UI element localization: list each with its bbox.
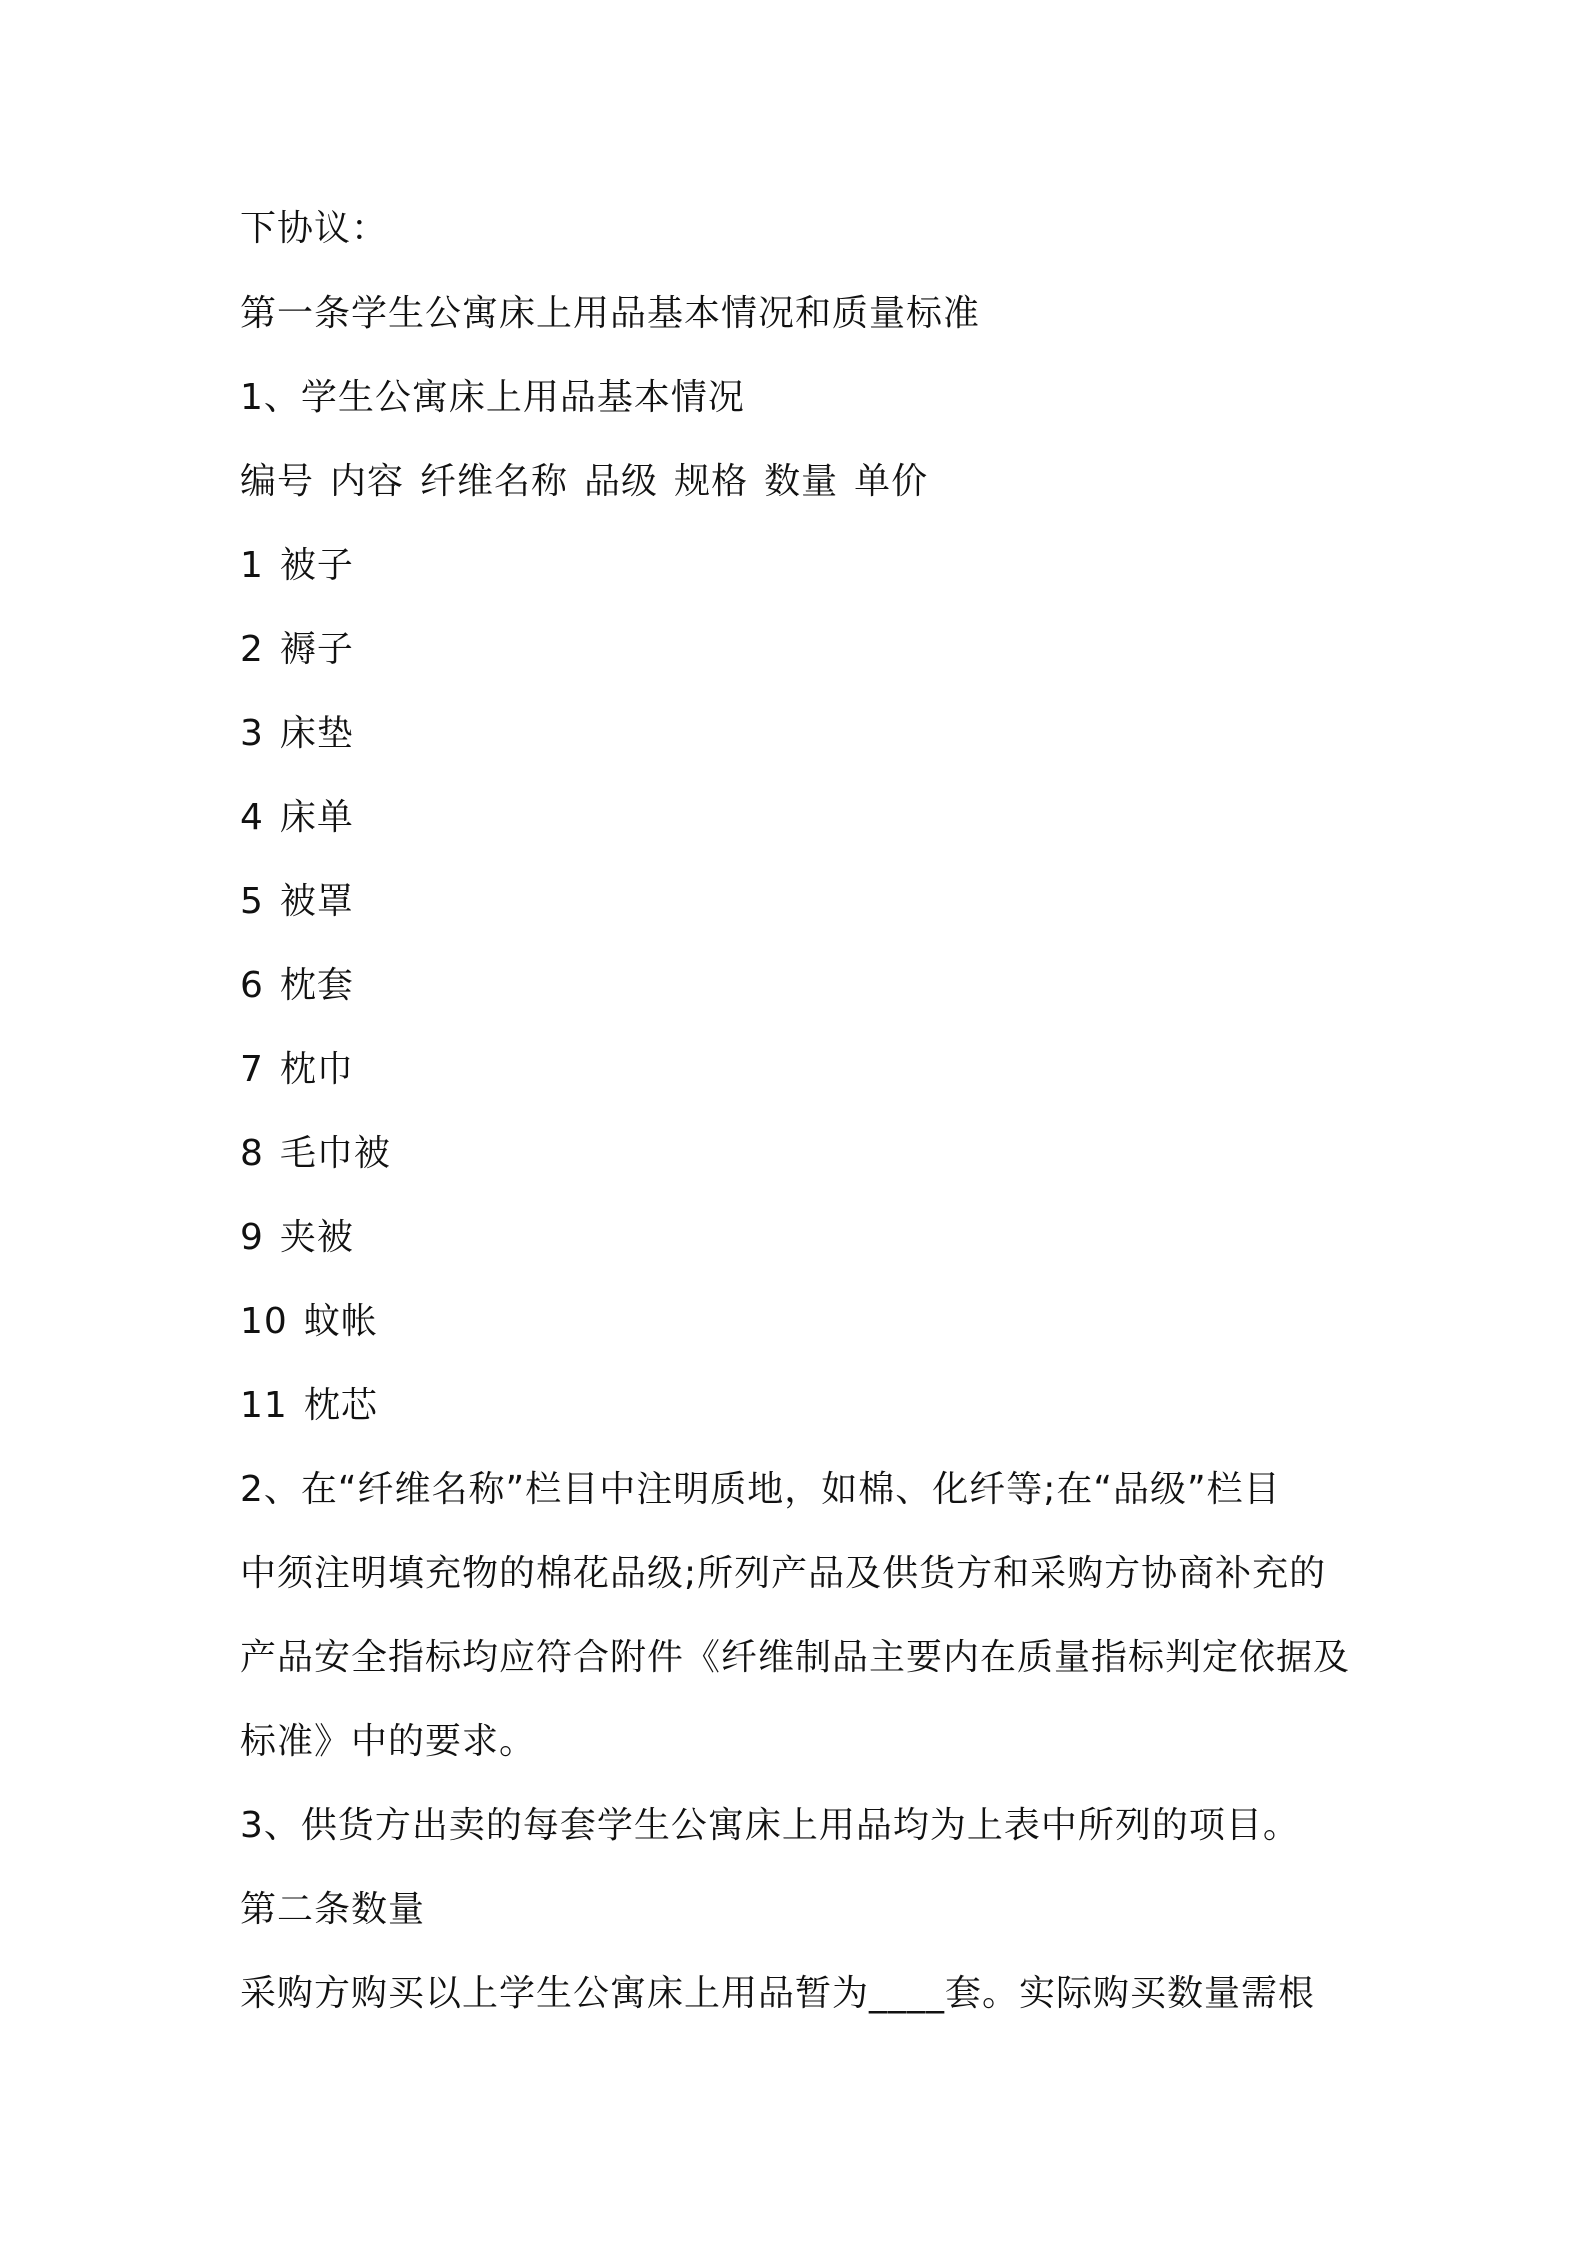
item-number: 1 bbox=[240, 545, 264, 586]
item-number: 8 bbox=[240, 1133, 264, 1174]
item-number: 2 bbox=[240, 629, 264, 670]
clause2-line-3: 产品安全指标均应符合附件《纤维制品主要内在质量指标判定依据及 bbox=[240, 1637, 1351, 1678]
table-row bbox=[240, 1214, 354, 1262]
item-name: 枕巾 bbox=[279, 1049, 354, 1090]
item-name: 枕芯 bbox=[303, 1385, 378, 1426]
item-number: 10 bbox=[240, 1301, 288, 1342]
table-row bbox=[240, 710, 354, 758]
header-grade: 品级 bbox=[584, 461, 659, 502]
table-header-row bbox=[240, 458, 928, 506]
item-number: 4 bbox=[240, 797, 264, 838]
document-page bbox=[240, 0, 1360, 2244]
table-row bbox=[240, 1382, 378, 1430]
table-row bbox=[240, 626, 354, 674]
quantity-blank: ____ bbox=[869, 1973, 946, 2014]
header-content: 内容 bbox=[330, 461, 405, 502]
item-name: 被子 bbox=[279, 545, 354, 586]
clause2-line-2: 中须注明填充物的棉花品级;所列产品及供货方和采购方协商补充的 bbox=[240, 1553, 1327, 1594]
item-number: 5 bbox=[240, 881, 264, 922]
table-row bbox=[240, 1130, 391, 1178]
item-number: 6 bbox=[240, 965, 264, 1006]
item-name: 被罩 bbox=[279, 881, 354, 922]
table-row bbox=[240, 1298, 378, 1346]
item-name: 褥子 bbox=[279, 629, 354, 670]
header-number: 编号 bbox=[240, 461, 315, 502]
item-name: 枕套 bbox=[279, 965, 354, 1006]
header-quantity: 数量 bbox=[764, 461, 839, 502]
item-name: 床单 bbox=[279, 797, 354, 838]
header-spec: 规格 bbox=[674, 461, 749, 502]
item-name: 蚊帐 bbox=[303, 1301, 378, 1342]
quantity-text-before: 采购方购买以上学生公寓床上用品暂为 bbox=[240, 1973, 870, 2014]
item-number: 7 bbox=[240, 1049, 264, 1090]
clause2-line-4: 标准》中的要求。 bbox=[240, 1721, 537, 1762]
item-number: 9 bbox=[240, 1217, 264, 1258]
table-row bbox=[240, 1046, 354, 1094]
header-unit-price: 单价 bbox=[854, 461, 929, 502]
item-name: 毛巾被 bbox=[279, 1133, 391, 1174]
intro-text: 下协议： bbox=[240, 208, 389, 249]
table-row bbox=[240, 794, 354, 842]
table-row bbox=[240, 878, 354, 926]
table-row bbox=[240, 962, 354, 1010]
item-number: 11 bbox=[240, 1385, 288, 1426]
item-name: 床垫 bbox=[279, 713, 354, 754]
section1-title: 1、学生公寓床上用品基本情况 bbox=[240, 377, 745, 418]
item-name: 夹被 bbox=[279, 1217, 354, 1258]
quantity-text-after: 套。实际购买数量需根 bbox=[945, 1973, 1316, 2014]
article2-title: 第二条数量 bbox=[240, 1889, 426, 1930]
quantity-paragraph bbox=[240, 1970, 1315, 2018]
clause2-line-1: 2、在“纤维名称”栏目中注明质地，如棉、化纤等;在“品级”栏目 bbox=[240, 1469, 1281, 1510]
table-row bbox=[240, 542, 354, 590]
header-fiber-name: 纤维名称 bbox=[420, 461, 569, 502]
item-number: 3 bbox=[240, 713, 264, 754]
clause3-text: 3、供货方出卖的每套学生公寓床上用品均为上表中所列的项目。 bbox=[240, 1805, 1300, 1846]
article1-title: 第一条学生公寓床上用品基本情况和质量标准 bbox=[240, 293, 981, 334]
